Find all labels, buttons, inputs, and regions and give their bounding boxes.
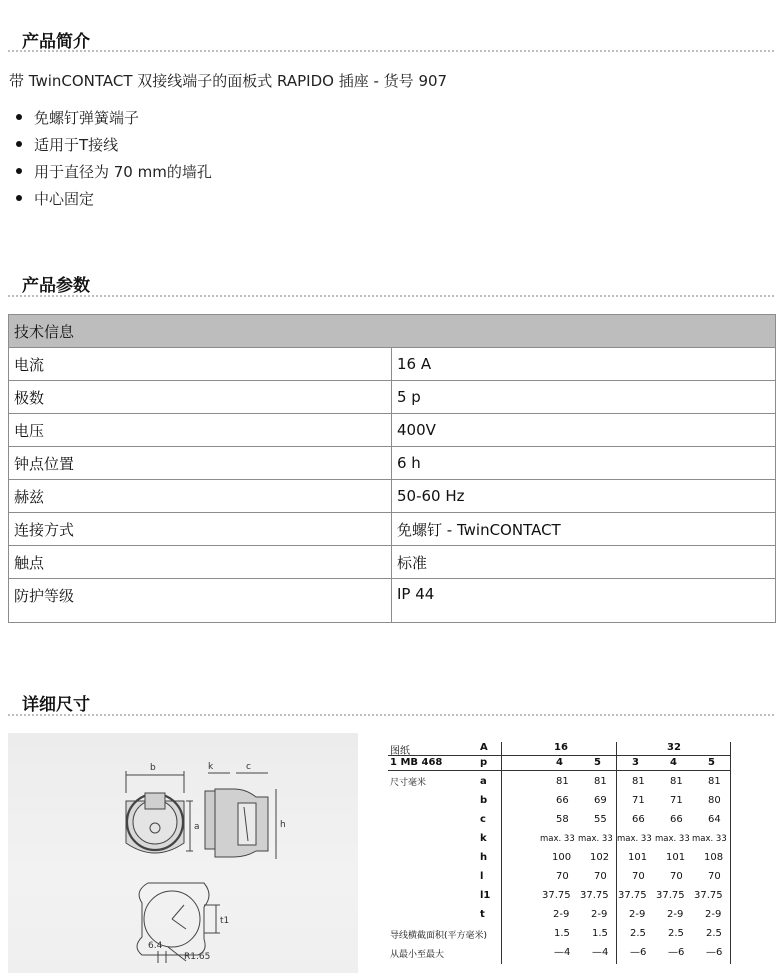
dim-value: 1.5	[554, 928, 570, 939]
list-item-text: 免螺钉弹簧端子	[34, 109, 140, 127]
dim-row-label: c	[480, 814, 486, 825]
amp-group-16: 16	[554, 742, 568, 753]
dim-label-c: c	[246, 762, 251, 772]
drawing-label: 图纸	[390, 746, 410, 757]
table-row	[9, 513, 776, 546]
intro-section-divider	[8, 50, 774, 52]
table-header-cell: 技术信息	[9, 315, 776, 348]
spec-value: 400V	[392, 414, 776, 447]
pole-count: 4	[556, 757, 563, 768]
dim-value: —4	[554, 947, 571, 958]
dim-value: 2.5	[668, 928, 684, 939]
spec-key: 触点	[9, 546, 392, 579]
dim-value: 37.75	[694, 890, 723, 901]
table-row	[9, 546, 776, 579]
dim-value: 2-9	[629, 909, 646, 920]
dim-value: 108	[704, 852, 724, 863]
dim-value: 81	[708, 776, 721, 787]
spec-key: 电流	[9, 348, 392, 381]
dim-row-label: h	[480, 852, 488, 863]
dim-value: 70	[632, 871, 645, 882]
bullet-icon	[16, 114, 22, 120]
dim-value: 66	[556, 795, 569, 806]
dim-label-radius: R1.65	[184, 952, 211, 962]
dim-value: 101	[666, 852, 686, 863]
dim-value: 70	[556, 871, 569, 882]
dims-section-divider	[8, 714, 774, 716]
range-label: 从最小至最大	[390, 950, 445, 960]
dim-value: 37.75	[618, 890, 647, 901]
dim-value: 66	[632, 814, 645, 825]
dim-value: max. 33	[692, 834, 727, 844]
product-description: 带 TwinCONTACT 双接线端子的面板式 RAPIDO 插座 - 货号 907	[9, 72, 448, 90]
dim-value: 70	[594, 871, 607, 882]
dim-value: 81	[632, 776, 645, 787]
table-row	[9, 381, 776, 414]
cross-section-label: 导线横截面积(平方毫米)	[390, 931, 488, 941]
dim-value: 71	[670, 795, 683, 806]
spec-table	[8, 314, 776, 623]
dim-value: 100	[552, 852, 572, 863]
dim-value: 70	[708, 871, 721, 882]
table-row	[9, 447, 776, 480]
dim-value: max. 33	[617, 834, 652, 844]
column-rule	[501, 742, 502, 964]
dim-value: 2.5	[630, 928, 646, 939]
spec-key: 电压	[9, 414, 392, 447]
dim-value: 2-9	[591, 909, 608, 920]
part-number: 1 MB 468	[390, 757, 443, 768]
dim-label-a: a	[194, 822, 200, 832]
spec-key: 连接方式	[9, 513, 392, 546]
table-header-row	[9, 315, 776, 348]
dim-value: 64	[708, 814, 721, 825]
spec-value: 标准	[392, 546, 776, 579]
dim-value: 71	[632, 795, 645, 806]
dim-label-k: k	[208, 762, 214, 772]
dim-value: 2-9	[553, 909, 570, 920]
list-item-text: 中心固定	[34, 190, 95, 208]
dim-value: 69	[594, 795, 607, 806]
dim-value: —4	[592, 947, 609, 958]
bullet-icon	[16, 141, 22, 147]
dim-value: 58	[556, 814, 569, 825]
spec-value: 16 A	[392, 348, 776, 381]
dim-value: 81	[556, 776, 569, 787]
dim-value: 2.5	[706, 928, 722, 939]
technical-drawing-svg	[8, 733, 358, 973]
dim-value: max. 33	[655, 834, 690, 844]
table-row	[9, 348, 776, 381]
params-section-divider	[8, 295, 774, 297]
table-row	[9, 579, 776, 623]
dim-value: 37.75	[542, 890, 571, 901]
dim-row-label: b	[480, 795, 488, 806]
dim-label-b: b	[150, 763, 156, 773]
pole-count: 5	[594, 757, 601, 768]
dim-value: 80	[708, 795, 721, 806]
dim-value: 70	[670, 871, 683, 882]
dim-value: 1.5	[592, 928, 608, 939]
spec-key: 防护等级	[9, 579, 392, 623]
dim-row-label: l1	[480, 890, 491, 901]
dim-value: 66	[670, 814, 683, 825]
spec-key: 钟点位置	[9, 447, 392, 480]
dim-value: 101	[628, 852, 648, 863]
dim-value: max. 33	[578, 834, 613, 844]
dim-row-label: a	[480, 776, 487, 787]
dim-value: 55	[594, 814, 607, 825]
bullet-icon	[16, 168, 22, 174]
dim-label-h: h	[280, 820, 286, 830]
header-rule	[388, 770, 730, 771]
dim-value: —6	[668, 947, 685, 958]
dim-value: 37.75	[580, 890, 609, 901]
spec-value: 6 h	[392, 447, 776, 480]
pole-count: 4	[670, 757, 677, 768]
list-item-text: 适用于T接线	[34, 136, 119, 154]
dim-value: 2-9	[667, 909, 684, 920]
dim-row-label: k	[480, 833, 487, 844]
spec-key: 赫兹	[9, 480, 392, 513]
header-A: A	[480, 742, 488, 753]
column-rule	[730, 742, 731, 964]
spec-value: 5 p	[392, 381, 776, 414]
list-item-text: 用于直径为 70 mm的墙孔	[34, 163, 212, 181]
table-row	[9, 480, 776, 513]
dimensions-table	[388, 742, 733, 967]
pole-count: 3	[632, 757, 639, 768]
dim-label-width: 6.4	[148, 941, 163, 951]
bullet-icon	[16, 195, 22, 201]
dim-value: —6	[630, 947, 647, 958]
dim-value: 81	[670, 776, 683, 787]
header-rule	[388, 755, 730, 756]
spec-key: 极数	[9, 381, 392, 414]
dim-value: 81	[594, 776, 607, 787]
spec-value: 50-60 Hz	[392, 480, 776, 513]
table-row	[9, 414, 776, 447]
dims-unit-label: 尺寸毫米	[390, 778, 427, 788]
intro-section-title: 产品简介	[22, 32, 90, 52]
dim-value: 102	[590, 852, 610, 863]
params-section-title: 产品参数	[22, 276, 90, 296]
dim-value: 37.75	[656, 890, 685, 901]
dim-value: —6	[706, 947, 723, 958]
dims-section-title: 详细尺寸	[22, 695, 90, 715]
spec-value: IP 44	[392, 579, 776, 623]
dim-value: max. 33	[540, 834, 575, 844]
spec-value: 免螺钉 - TwinCONTACT	[392, 513, 776, 546]
dim-row-label: l	[480, 871, 484, 882]
pole-count: 5	[708, 757, 715, 768]
column-rule	[616, 742, 617, 964]
amp-group-32: 32	[667, 742, 681, 753]
dim-row-label: t	[480, 909, 485, 920]
dim-label-t1: t1	[220, 916, 230, 926]
technical-drawing	[8, 733, 358, 973]
header-p: p	[480, 757, 488, 768]
dim-value: 2-9	[705, 909, 722, 920]
